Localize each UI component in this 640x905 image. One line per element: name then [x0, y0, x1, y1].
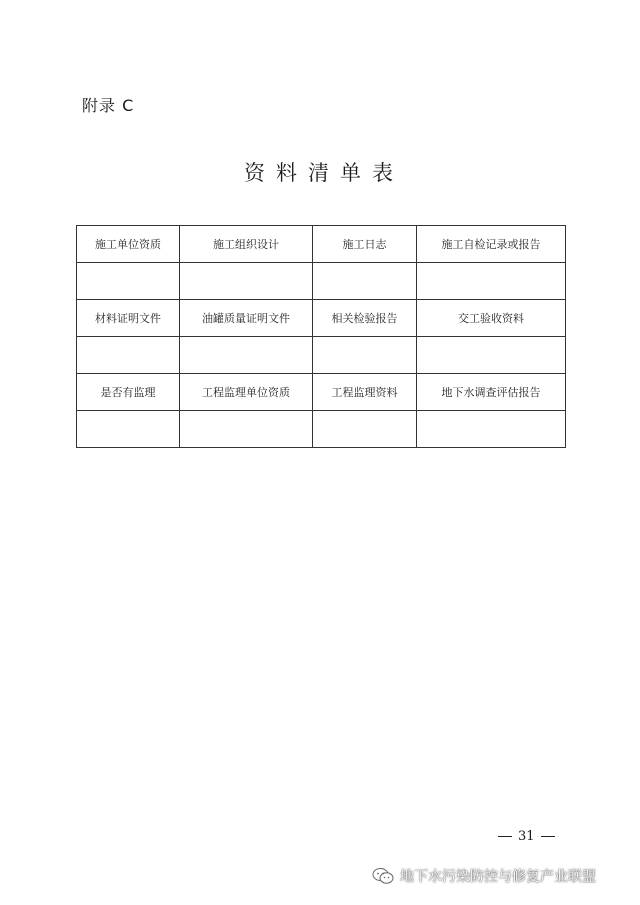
table-cell: 相关检验报告	[313, 300, 417, 337]
table-cell-empty	[417, 337, 566, 374]
table-row	[77, 374, 566, 411]
table-cell: 施工单位资质	[77, 226, 180, 263]
page-title: 资料清单表	[244, 161, 404, 185]
dash-left	[498, 836, 512, 837]
wechat-icon	[372, 867, 394, 885]
page-number-value: 31	[518, 829, 535, 844]
table-cell: 地下水调查评估报告	[417, 374, 566, 411]
table-cell: 材料证明文件	[77, 300, 180, 337]
watermark	[372, 866, 596, 886]
table-row	[77, 337, 566, 374]
table-row	[77, 411, 566, 448]
watermark-text: 地下水污染防控与修复产业联盟	[400, 869, 596, 885]
appendix-label: 附录 C	[82, 96, 135, 115]
table-cell: 工程监理单位资质	[180, 374, 313, 411]
table-row	[77, 263, 566, 300]
table-cell-empty	[77, 263, 180, 300]
table-cell: 施工自检记录或报告	[417, 226, 566, 263]
table-cell-empty	[313, 337, 417, 374]
table-cell-empty	[180, 411, 313, 448]
table-cell-empty	[180, 337, 313, 374]
table-cell-empty	[77, 337, 180, 374]
table-cell: 油罐质量证明文件	[180, 300, 313, 337]
page-number	[492, 829, 561, 844]
table-cell: 工程监理资料	[313, 374, 417, 411]
table-cell-empty	[313, 411, 417, 448]
table-cell-empty	[417, 263, 566, 300]
table-cell-empty	[313, 263, 417, 300]
table-cell: 施工组织设计	[180, 226, 313, 263]
table-cell: 交工验收资料	[417, 300, 566, 337]
dash-right	[541, 836, 555, 837]
table-row	[77, 300, 566, 337]
table-cell-empty	[77, 411, 180, 448]
checklist-table	[76, 225, 566, 448]
table-cell-empty	[180, 263, 313, 300]
table-row	[77, 226, 566, 263]
table-cell: 施工日志	[313, 226, 417, 263]
table-cell: 是否有监理	[77, 374, 180, 411]
table-cell-empty	[417, 411, 566, 448]
